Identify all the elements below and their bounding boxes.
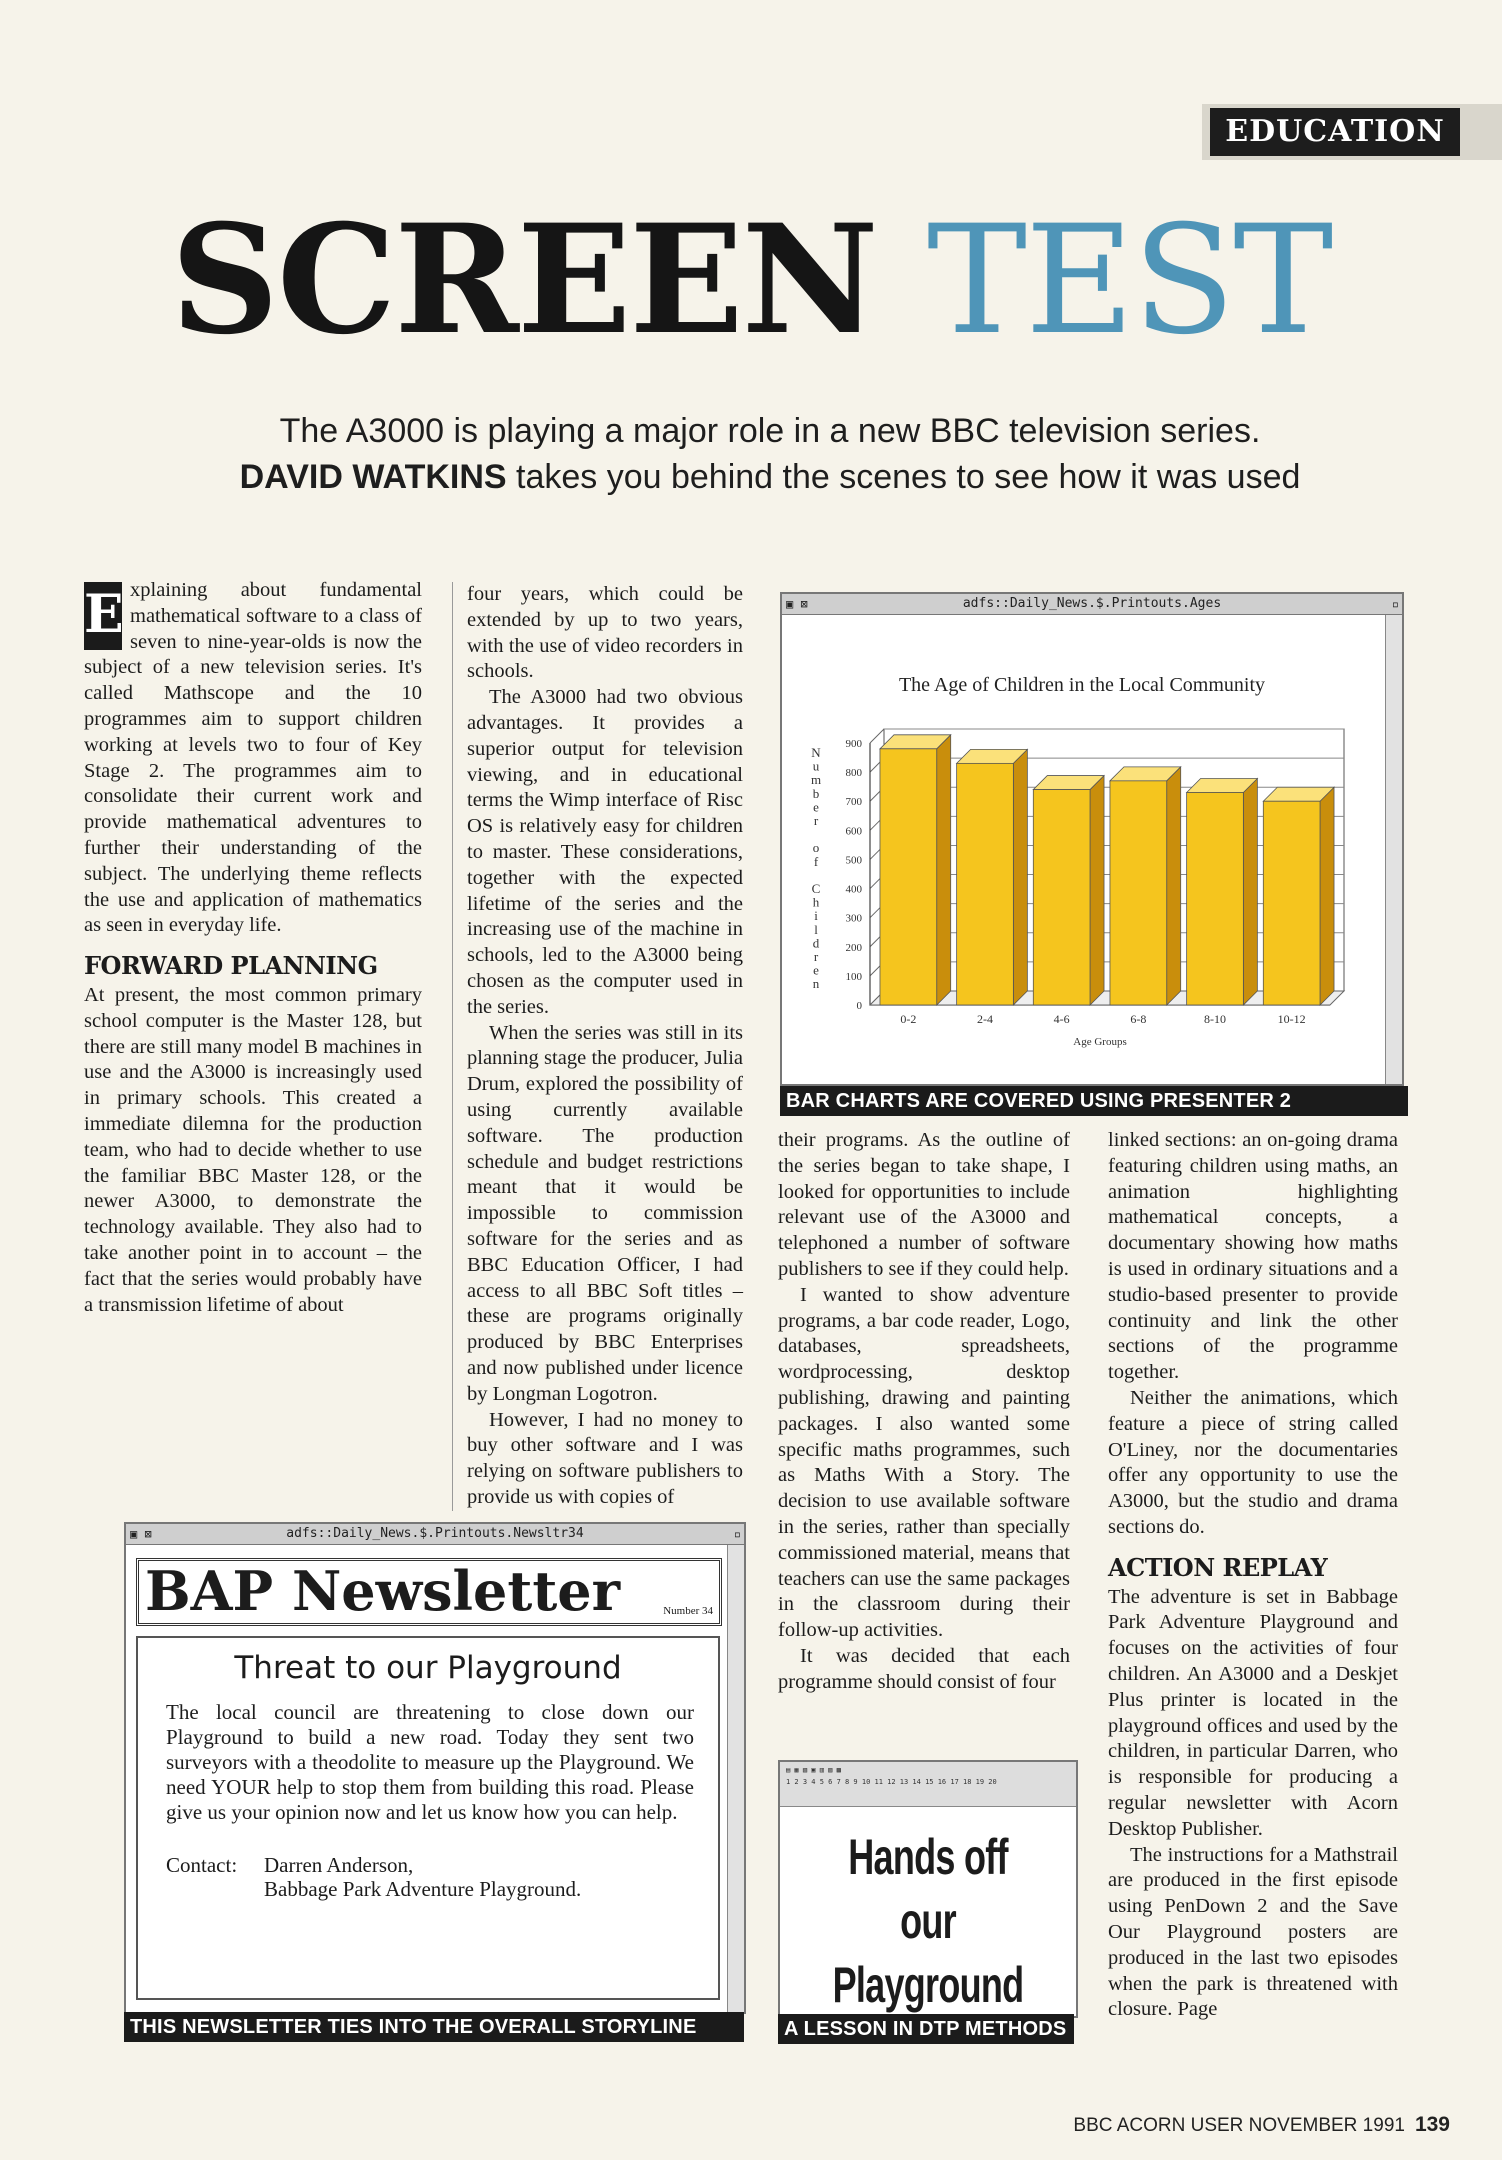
y-tick-label: 800 [845,767,862,780]
newsletter-contact [166,1853,718,1901]
paragraph: When the series was still in its planning stage the producer, Julia Drum, explored the possibility of using currently available software. The production schedule and budget restrictions meant that it would be impossible to commission software for the series and as BBC Education Officer, I had access to all BBC Soft titles – these are programs originally produced by BBC Enterprises and now published under licence by Longman Logotron. [467,1021,743,1405]
standfirst [120,408,1420,500]
x-tick-label: 8-10 [1204,1012,1226,1026]
paragraph: Neither the animations, which feature a piece of string called O'Liney, nor the documentaries offer any opportunity to use the A3000, but the studio and drama sections do. [1108,1386,1398,1538]
paragraph: The adventure is set in Babbage Park Adventure Playground and focuses on the activities of four children. An A3000 and a Deskjet Plus printer is located in the playground offices and used by the children, in particular Darren, who is responsible for producing a regular newsletter with Acorn Desktop Publisher. [1108,1585,1398,1840]
chart-window [780,592,1404,1086]
x-tick-label: 4-6 [1053,1012,1070,1026]
contact-name: Darren Anderson, [264,1853,414,1877]
column-1 [84,578,422,1318]
subheading-action-replay: ACTION REPLAY [1108,1552,1328,1582]
bar-side [937,735,951,1005]
paragraph: However, I had no money to buy other software and I was relying on software publishers to provide us with copies of [467,1408,743,1508]
x-axis-label: Age Groups [1073,1036,1127,1048]
y-tick-label: 100 [845,970,862,983]
page-number: 139 [1414,2113,1450,2136]
newsletter-window [124,1522,746,2014]
paragraph: The A3000 had two obvious advantages. It provides a superior output for television viewing, and in educational terms the Wimp interface of Risc OS is relatively easy for children to master. These considerations, together with the expected lifetime of the series and the increasing use of the machine in schools, led to the A3000 being chosen as the computer used in the series. [467,686,743,1018]
standfirst-line-1: The A3000 is playing a major role in a new BBC television series. [279,412,1261,450]
newsletter-window-scrollbar[interactable] [727,1545,744,2012]
paragraph: The instructions for a Mathstrail are produced in the first episode using PenDown 2 and the Save Our Playground posters are produced in the last two episodes when the park is threatened with closure. Page [1108,1843,1398,2021]
bar-side [1320,787,1334,1005]
headline-word-1: SCREEN [170,192,877,368]
standfirst-line-2 [120,454,1420,500]
newsletter-heading: Threat to our Playground [234,1650,622,1686]
contact-org: Babbage Park Adventure Playground. [264,1877,582,1901]
bar [1187,792,1244,1005]
page-footer [1073,2113,1450,2137]
dtp-toolbar[interactable]: ▤ ▦ ▧ ▣ ▥ ▨ ▩ 1 2 3 4 5 6 7 8 9 10 11 12 13 14 15 16 17 18 19 20 [780,1762,1076,1807]
chart-caption: BAR CHARTS ARE COVERED USING PRESENTER 2 [780,1086,1408,1116]
x-tick-label: 2-4 [977,1012,993,1026]
chart-title: The Age of Children in the Local Community [898,674,1266,696]
y-tick-label: 500 [845,854,862,867]
footer-magazine: BBC ACORN USER NOVEMBER 1991 [1073,2115,1405,2136]
chart-window-scrollbar[interactable] [1385,615,1402,1084]
paragraph: four years, which could be extended by up to two years, with the use of video recorders in schools. [467,583,743,683]
column-3 [778,1128,1070,1696]
window-back-icon[interactable]: ▣ ⊠ [786,597,808,611]
dtp-line-2: Playground [832,1957,1024,2013]
bar-side [1090,776,1104,1005]
author-name: DAVID WATKINS [239,458,507,496]
chart-window-path: adfs::Daily_News.$.Printouts.Ages [962,596,1222,611]
chart-gridline [870,729,884,743]
newsletter-title: BAP Newsletter [145,1559,621,1623]
bar-side [1013,749,1027,1005]
y-tick-label: 300 [845,912,862,925]
paragraph: xplaining about fundamental mathematical software to a class of seven to nine-year-olds is now the subject of a new television series. It's called Mathscope and the 10 programmes aim to support children working at levels two to four of Key Stage 2. The programmes aim to consolidate their current work and provide mathematical adventures to further their understanding of the subject. The underlying theme reflects the use and application of mathematics as seen in everyday life. [84,579,422,937]
window-toggle-size-icon[interactable]: ▫ [733,1527,741,1541]
dtp-caption: A LESSON IN DTP METHODS [778,2014,1074,2044]
section-tab: EDUCATION [1210,108,1460,156]
drop-cap: E [84,582,122,650]
bar-chart [782,615,1382,1081]
newsletter-number: Number 34 [663,1605,713,1617]
newsletter-caption: THIS NEWSLETTER TIES INTO THE OVERALL STORYLINE [124,2012,744,2042]
window-back-icon[interactable]: ▣ ⊠ [130,1527,152,1541]
y-tick-label: 200 [845,941,862,954]
y-tick-label: 700 [845,796,862,809]
newsletter-masthead [136,1558,722,1626]
bar-side [1243,778,1257,1005]
headline [0,192,1502,368]
newsletter-window-titlebar[interactable] [126,1524,744,1545]
dtp-poster-text [821,1825,1034,2017]
window-toggle-size-icon[interactable]: ▫ [1391,597,1399,611]
paragraph: At present, the most common primary school computer is the Master 128, but there are still many model B machines in use and the A3000 is increasingly used in primary schools. This created a immediate dilemna for the production team, who had to decide whether to use the familiar BBC Master 128, or the newer A3000, to demonstrate the technology available. They also had to take another point in to account – the fact that the series would probably have a transmission lifetime of about [84,983,422,1316]
newsletter-window-path: adfs::Daily_News.$.Printouts.Newsltr34 [286,1526,584,1541]
y-axis-label: N u m b e r o f C h i l d r e n [810,745,822,992]
bar [1110,781,1167,1005]
headline-word-2: TEST [927,194,1332,368]
paragraph: It was decided that each programme should consist of four [778,1644,1070,1693]
x-tick-label: 10-12 [1277,1012,1306,1026]
subheading-forward-planning: FORWARD PLANNING [84,951,378,981]
y-tick-label: 600 [845,825,862,838]
y-tick-label: 900 [845,738,862,750]
y-tick-label: 400 [845,883,862,896]
chart-window-titlebar[interactable] [782,594,1402,615]
paragraph: I wanted to show adventure programs, a bar code reader, Logo, databases, spreadsheets, wordprocessing, desktop publishing, drawing and painting packages. I also wanted some specific maths programmes, such as Maths With a Story. The decision to use available software in the series, rather than specially commissioned material, means that teachers can use the same packages in the classroom during their follow-up activities. [778,1283,1070,1642]
bar [1033,790,1090,1005]
column-4 [1108,1128,1398,2023]
bar-side [1167,767,1181,1005]
standfirst-line-2-text: takes you behind the scenes to see how it was used [506,458,1301,496]
x-tick-label: 6-8 [1130,1012,1147,1026]
newsletter-article [136,1636,720,2000]
bar [957,763,1014,1005]
x-tick-label: 0-2 [900,1012,917,1026]
newsletter-body: The local council are threatening to close down our Playground to build a new road. Today they sent two surveyors with a theodolite to measure up the Playground. We need YOUR help to stop them from building this road. Please give us your opinion now and let us know how you can help. [166,1700,694,1824]
contact-label: Contact: [166,1853,238,1877]
column-2 [452,582,743,1511]
dtp-window [778,1760,1078,2018]
paragraph: their programs. As the outline of the series began to take shape, I looked for opportunities to include relevant use of the A3000 and telephoned a number of software publishers to see if they could help. [778,1129,1070,1280]
y-tick-label: 0 [856,1000,862,1012]
bar [1263,801,1320,1005]
bar [880,749,937,1005]
dtp-line-1: Hands off our [848,1829,1008,1949]
paragraph: linked sections: an on-going drama featuring children using maths, an animation highlighting mathematical concepts, a documentary showing how maths is used in ordinary situations and a studio-based presenter to provide continuity and link the other sections of the programme together. [1108,1129,1398,1384]
